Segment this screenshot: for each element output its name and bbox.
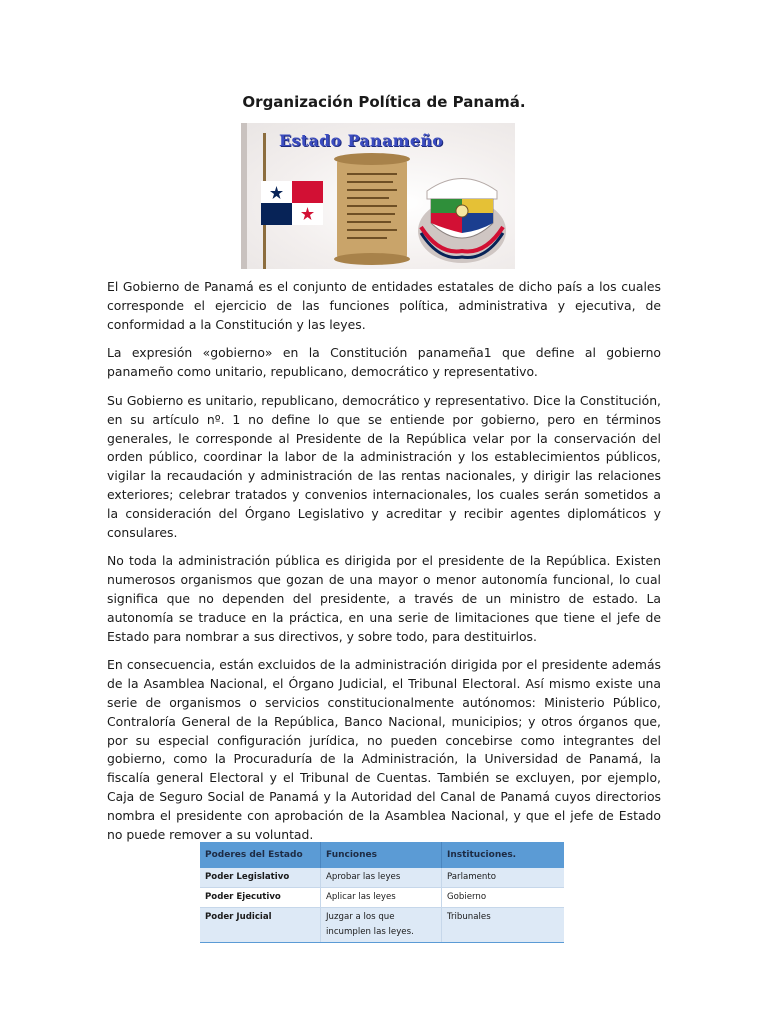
poderes-table: [200, 842, 564, 943]
paragraph-3: Su Gobierno es unitario, republicano, democrático y representativo. Dice la Constitución, en su artículo nº. 1 no define lo que se entiende por gobierno, pero en términos generales, le corresponde al Presidente de la República velar por la conservación del orden público, coordinar la labor de la administración y los establecimientos públicos, vigilar la recaudación y administración de las rentas nacionales, y dirigir las relaciones exteriores; celebrar tratados y convenios internacionales, los cuales serán sometidos a la consideración del Órgano Legislativo y acreditar y recibir agentes diplomáticos y consulares.: [107, 392, 661, 540]
column-decoration: [241, 123, 247, 269]
cell-funcion: Aplicar las leyes: [321, 888, 442, 908]
parchment-scroll-icon: [331, 153, 413, 265]
cell-funcion: Aprobar las leyes: [321, 868, 442, 888]
cell-poder: Poder Judicial: [200, 908, 321, 943]
document-title: Organización Política de Panamá.: [242, 93, 526, 111]
table-row: [200, 908, 564, 943]
cell-poder: Poder Ejecutivo: [200, 888, 321, 908]
estado-panameno-image: [241, 123, 515, 269]
paragraph-2: La expresión «gobierno» en la Constitución panameña1 que define al gobierno panameño como unitario, republicano, democrático y representativo.: [107, 345, 661, 380]
cell-poder: Poder Legislativo: [200, 868, 321, 888]
header-instituciones: Instituciones.: [442, 842, 565, 868]
cell-institucion: Gobierno: [442, 888, 565, 908]
header-poderes: Poderes del Estado: [200, 842, 321, 868]
header-funciones: Funciones: [321, 842, 442, 868]
paragraph-4: No toda la administración pública es dirigida por el presidente de la República. Existen numerosos organismos que gozan de una mayor o menor autonomía funcional, lo cual significa que no dependen del presidente, a través de un ministro de estado. La autonomía se traduce en la práctica, en una serie de limitaciones que tiene el jefe de Estado para nombrar a sus directivos, y sobre todo, para destituirlos.: [107, 553, 661, 644]
paragraph-1: El Gobierno de Panamá es el conjunto de entidades estatales de dicho país a los cuales corresponde el ejercicio de las funciones política, administrativa y ejecutiva, de conformidad a la Constitución y las leyes.: [107, 279, 661, 332]
table-row: [200, 888, 564, 908]
coat-of-arms-icon: [417, 171, 507, 263]
document-body: [107, 278, 661, 854]
table-header-row: [200, 842, 564, 868]
table-row: [200, 868, 564, 888]
panama-flag-icon: [261, 181, 323, 225]
figure-caption: Estado Panameño: [279, 131, 444, 150]
paragraph-5: En consecuencia, están excluidos de la administración dirigida por el presidente además de la Asamblea Nacional, el Órgano Judicial, el Tribunal Electoral. Así mismo existe una serie de organismos o servicios constitucionalmente autónomos: Ministerio Público, Contraloría General de la República, Banco Nacional, municipios; y otros órganos que, por su especial configuración jurídica, no pueden concebirse como integrantes del gobierno, como la Procuraduría de la Administración, la Universidad de Panamá, la fiscalía general Electoral y el Tribunal de Cuentas. También se excluyen, por ejemplo, Caja de Seguro Social de Panamá y la Autoridad del Canal de Panamá cuyos directorios nombra el presidente con aprobación de la Asamblea Nacional, y que el jefe de Estado no puede remover a su voluntad.: [107, 657, 661, 842]
cell-institucion: Tribunales: [442, 908, 565, 943]
poderes-table-container: [200, 842, 564, 943]
cell-funcion: Juzgar a los que incumplen las leyes.: [321, 908, 442, 943]
cell-institucion: Parlamento: [442, 868, 565, 888]
